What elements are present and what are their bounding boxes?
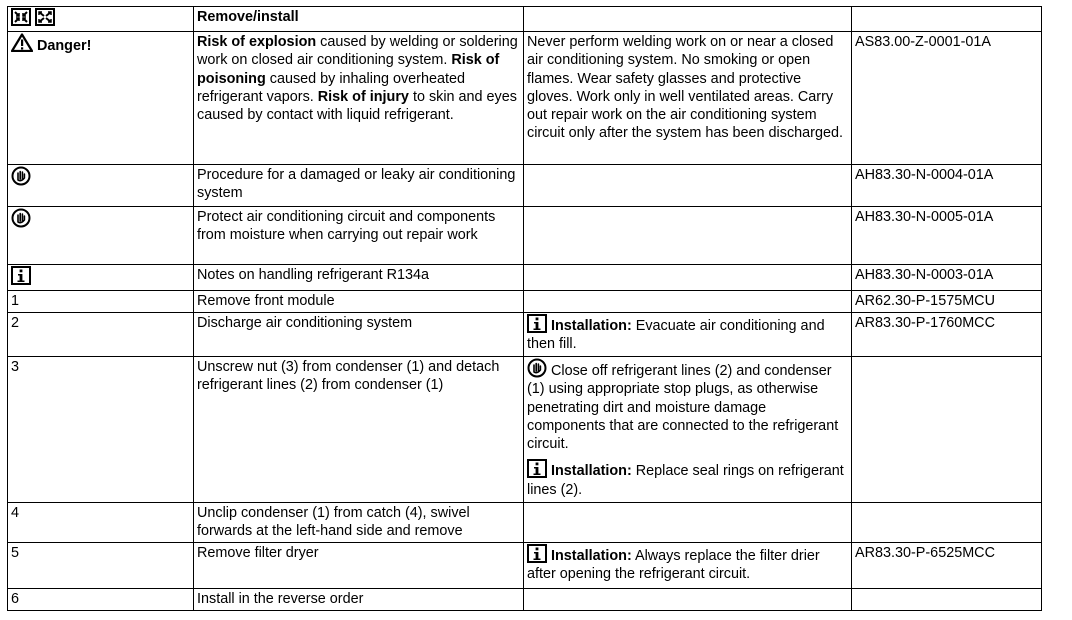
note-text: Replace seal rings on refrigerant lines (2). — [527, 463, 844, 498]
step-text: Unclip condenser (1) from catch (4), swivel forwards at the left-hand side and remove — [197, 505, 470, 540]
hazard-title: Risk of explosion — [197, 34, 317, 50]
caution-note — [527, 358, 848, 453]
step-text: Notes on handling refrigerant R134a — [197, 267, 429, 283]
caution-hand-icon — [527, 358, 547, 378]
step-number: 4 — [8, 503, 194, 543]
table-row — [8, 165, 1042, 207]
caution-hand-icon — [11, 208, 31, 228]
reference-cell — [852, 503, 1042, 543]
step-text: Procedure for a damaged or leaky air conditioning system — [197, 167, 516, 202]
description-cell — [194, 165, 524, 207]
hazard-title: Risk of injury — [317, 88, 409, 105]
warning-triangle-icon — [11, 33, 33, 52]
reference-cell — [852, 589, 1042, 611]
reference-cell — [852, 357, 1042, 503]
installation-label: Installation: — [551, 318, 632, 334]
step-number: 5 — [8, 543, 194, 589]
step-number: 3 — [8, 357, 194, 503]
hazard-text: caused by inhaling overheated refrigerant vapors. — [197, 70, 465, 105]
reference-link[interactable]: AR62.30-P-1575MCU — [855, 293, 995, 309]
note-cell — [524, 357, 852, 503]
note-cell — [524, 589, 852, 611]
step-text: Discharge air conditioning system — [197, 315, 413, 331]
reference-cell[interactable] — [852, 313, 1042, 357]
reference-link[interactable]: AS83.00-Z-0001-01A — [855, 34, 991, 50]
step-text: Remove front module — [197, 293, 335, 309]
description-cell — [194, 543, 524, 589]
info-note-icon — [527, 459, 547, 478]
note-cell — [524, 207, 852, 265]
header-row — [8, 7, 1042, 32]
danger-cell — [8, 32, 194, 165]
table-row — [8, 503, 1042, 543]
reference-link[interactable]: AH83.30-N-0004-01A — [855, 167, 994, 183]
installation-label: Installation: — [551, 463, 632, 480]
description-cell — [194, 313, 524, 357]
description-cell — [194, 291, 524, 313]
reference-link[interactable]: AR83.30-P-6525MCC — [855, 545, 995, 561]
procedure-table — [7, 6, 1042, 611]
hazard-text: caused by welding or soldering work on closed air conditioning system. — [197, 34, 518, 69]
description-cell — [194, 589, 524, 611]
reference-link[interactable]: AH83.30-N-0003-01A — [855, 267, 994, 283]
remove-icon — [11, 8, 31, 26]
description-cell — [194, 207, 524, 265]
step-number: 2 — [8, 313, 194, 357]
header-empty-cell — [524, 7, 852, 32]
icon-cell — [8, 165, 194, 207]
icon-cell — [8, 265, 194, 291]
table-row — [8, 313, 1042, 357]
note-text: Never perform welding work on or near a closed air conditioning system. No smoking or open flames. Wear safety glasses and protective gloves. Work only in well ventilated areas. Carry out repair work on the air conditioning system circuit only after the system has been discharged. — [527, 34, 843, 142]
note-text: Always replace the filter drier after opening the refrigerant circuit. — [527, 548, 820, 583]
note-cell — [524, 291, 852, 313]
description-cell — [194, 265, 524, 291]
step-text: Protect air conditioning circuit and components from moisture when carrying out repair work — [197, 209, 496, 244]
header-icons-cell — [8, 7, 194, 32]
reference-cell[interactable] — [852, 32, 1042, 165]
table-row — [8, 543, 1042, 589]
step-number: 1 — [8, 291, 194, 313]
hazard-text: to skin and eyes caused by contact with liquid refrigerant. — [197, 88, 517, 124]
header-title-text: Remove/install — [197, 9, 299, 25]
note-cell — [524, 313, 852, 357]
hazard-title: Risk of poisoning — [197, 52, 500, 87]
table-row — [8, 357, 1042, 503]
description-cell — [194, 503, 524, 543]
note-cell — [524, 503, 852, 543]
table-row — [8, 265, 1042, 291]
description-cell — [194, 357, 524, 503]
reference-cell[interactable] — [852, 291, 1042, 313]
install-icon — [35, 8, 55, 26]
header-empty-cell — [852, 7, 1042, 32]
note-cell — [524, 543, 852, 589]
table-row — [8, 32, 1042, 165]
step-text: Remove filter dryer — [197, 545, 319, 561]
reference-cell[interactable] — [852, 543, 1042, 589]
note-cell — [524, 32, 852, 165]
note-cell — [524, 165, 852, 207]
header-title — [194, 7, 524, 32]
reference-link[interactable]: AH83.30-N-0005-01A — [855, 209, 994, 225]
table-row — [8, 291, 1042, 313]
info-note-icon — [527, 544, 547, 563]
reference-cell[interactable] — [852, 165, 1042, 207]
caution-hand-icon — [11, 166, 31, 186]
table-row — [8, 207, 1042, 265]
icon-cell — [8, 207, 194, 265]
note-cell — [524, 265, 852, 291]
step-text: Unscrew nut (3) from condenser (1) and detach refrigerant lines (2) from condenser (1) — [197, 359, 500, 394]
step-text: Install in the reverse order — [197, 591, 364, 607]
reference-cell[interactable] — [852, 265, 1042, 291]
step-number: 6 — [8, 589, 194, 611]
info-note-icon — [11, 266, 31, 285]
description-cell — [194, 32, 524, 165]
reference-link[interactable]: AR83.30-P-1760MCC — [855, 315, 995, 331]
note-text: Close off refrigerant lines (2) and condenser (1) using appropriate stop plugs, as otherwise penetrating dirt and moisture damage components that are connected to the refrigerant circuit. — [527, 363, 839, 453]
table-row — [8, 589, 1042, 611]
note-text: Evacuate air conditioning and then fill. — [527, 318, 825, 353]
danger-label: Danger! — [37, 38, 92, 54]
info-note-icon — [527, 314, 547, 333]
installation-label: Installation: — [551, 548, 632, 564]
reference-cell[interactable] — [852, 207, 1042, 265]
installation-note — [527, 459, 848, 499]
